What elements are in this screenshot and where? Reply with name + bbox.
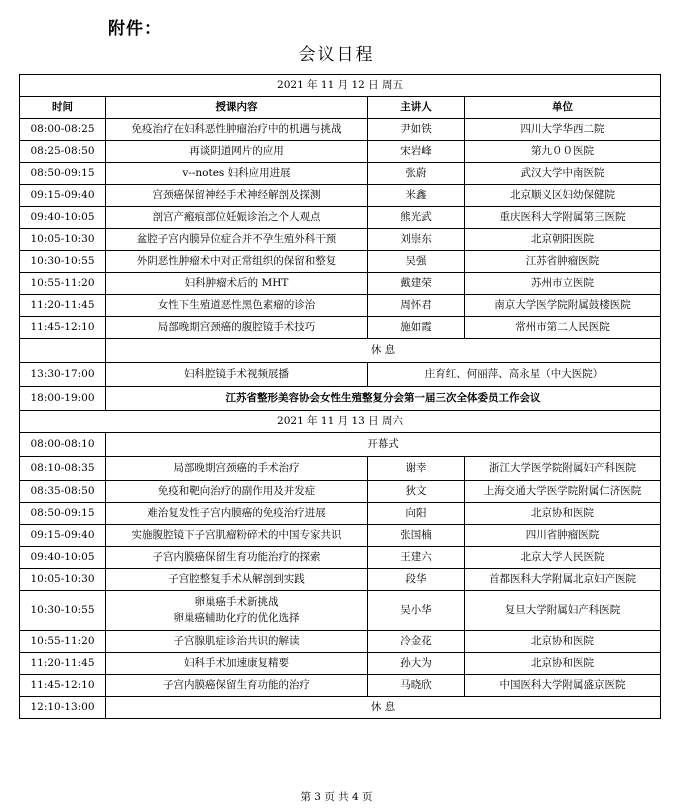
- topic-cell: v--notes 妇科应用进展: [106, 163, 368, 185]
- speaker-cell: 张国楠: [368, 525, 465, 547]
- topic-line-1: 卵巢癌手术新挑战: [194, 596, 279, 608]
- day1-date: 2021 年 11 月 12 日 周五: [20, 75, 661, 97]
- unit-cell: 首都医科大学附属北京妇产医院: [465, 569, 661, 591]
- unit-cell: 重庆医科大学附属第三医院: [465, 207, 661, 229]
- topic-cell: 女性下生殖道恶性黑色素瘤的诊治: [106, 295, 368, 317]
- header-unit: 单位: [465, 97, 661, 119]
- time-cell: 11:20-11:45: [20, 295, 106, 317]
- break-row: [20, 339, 661, 363]
- table-row: [20, 591, 661, 631]
- time-cell: 08:50-09:15: [20, 163, 106, 185]
- topic-cell: 子宫内膜癌保留生育功能的治疗: [106, 675, 368, 697]
- break-time: 12:10-13:00: [20, 697, 106, 719]
- time-cell: 09:40-10:05: [20, 547, 106, 569]
- table-row: [20, 675, 661, 697]
- day1-date-row: [20, 75, 661, 97]
- break-row: [20, 697, 661, 719]
- table-row: [20, 503, 661, 525]
- topic-cell: 宫颈癌保留神经手术神经解剖及探测: [106, 185, 368, 207]
- topic-cell: 局部晚期宫颈癌的手术治疗: [106, 457, 368, 481]
- time-cell: 10:30-10:55: [20, 251, 106, 273]
- header-topic: 授课内容: [106, 97, 368, 119]
- break-label: 休 息: [106, 697, 661, 719]
- unit-cell: 武汉大学中南医院: [465, 163, 661, 185]
- time-cell: 09:15-09:40: [20, 185, 106, 207]
- speaker-cell: 冷金花: [368, 631, 465, 653]
- speaker-cell: 宋岩峰: [368, 141, 465, 163]
- table-row: [20, 251, 661, 273]
- speaker-cell: 段华: [368, 569, 465, 591]
- speaker-cell: 米鑫: [368, 185, 465, 207]
- unit-cell: 苏州市立医院: [465, 273, 661, 295]
- topic-cell: 再谈阴道网片的应用: [106, 141, 368, 163]
- schedule-table: [19, 74, 661, 719]
- speaker-cell: 刘崇东: [368, 229, 465, 251]
- unit-cell: 复旦大学附属妇产科医院: [465, 591, 661, 631]
- time-cell: 09:40-10:05: [20, 207, 106, 229]
- speaker-cell: 吴小华: [368, 591, 465, 631]
- speaker-cell: 熊光武: [368, 207, 465, 229]
- time-cell: 10:30-10:55: [20, 591, 106, 631]
- unit-cell: 常州市第二人民医院: [465, 317, 661, 339]
- topic-line-2: 卵巢癌辅助化疗的优化选择: [173, 612, 300, 624]
- unit-cell: 北京大学人民医院: [465, 547, 661, 569]
- header-time: 时间: [20, 97, 106, 119]
- unit-cell: 南京大学医学院附属鼓楼医院: [465, 295, 661, 317]
- time-cell: 08:35-08:50: [20, 481, 106, 503]
- speaker-cell: 戴建荣: [368, 273, 465, 295]
- topic-cell: 妇科肿瘤术后的 MHT: [106, 273, 368, 295]
- table-row: [20, 569, 661, 591]
- meeting-title: 江苏省整形美容协会女性生殖整复分会第一届三次全体委员工作会议: [106, 387, 661, 411]
- meeting-time: 18:00-19:00: [20, 387, 106, 411]
- table-row: [20, 163, 661, 185]
- unit-cell: 北京协和医院: [465, 653, 661, 675]
- table-row: [20, 119, 661, 141]
- time-cell: 09:15-09:40: [20, 525, 106, 547]
- topic-cell: 难治复发性子宫内膜癌的免疫治疗进展: [106, 503, 368, 525]
- speaker-cell: 尹如铁: [368, 119, 465, 141]
- topic-cell: 妇科手术加速康复精要: [106, 653, 368, 675]
- meeting-row: [20, 387, 661, 411]
- unit-cell: 四川大学华西二院: [465, 119, 661, 141]
- speaker-cell: 谢幸: [368, 457, 465, 481]
- table-row: [20, 653, 661, 675]
- topic-cell: 免疫和靶向治疗的副作用及并发症: [106, 481, 368, 503]
- speaker-cell: 周怀君: [368, 295, 465, 317]
- time-cell: 11:45-12:10: [20, 675, 106, 697]
- time-cell: 10:05-10:30: [20, 229, 106, 251]
- day2-date-row: [20, 411, 661, 433]
- unit-cell: 北京朝阳医院: [465, 229, 661, 251]
- topic-cell: 子宫内膜癌保留生育功能治疗的探索: [106, 547, 368, 569]
- speaker-cell: 施如霞: [368, 317, 465, 339]
- topic-cell: 外阴恶性肿瘤术中对正常组织的保留和整复: [106, 251, 368, 273]
- topic-cell: 子宫腔整复手术从解剖到实践: [106, 569, 368, 591]
- video-speakers: 庄育红、何丽萍、高永星（中大医院）: [368, 363, 661, 387]
- time-cell: 08:50-09:15: [20, 503, 106, 525]
- video-time: 13:30-17:00: [20, 363, 106, 387]
- page-footer: 第 3 页 共 4 页: [300, 791, 373, 803]
- topic-cell: 盆腔子宫内膜异位症合并不孕生殖外科干预: [106, 229, 368, 251]
- video-row: [20, 363, 661, 387]
- opening-label: 开幕式: [106, 433, 661, 457]
- table-row: [20, 457, 661, 481]
- topic-cell: 实施腹腔镜下子宫肌瘤粉碎术的中国专家共识: [106, 525, 368, 547]
- unit-cell: 北京协和医院: [465, 503, 661, 525]
- time-cell: 08:00-08:25: [20, 119, 106, 141]
- break-time-cell: [20, 339, 106, 363]
- topic-cell: 局部晚期宫颈癌的腹腔镜手术技巧: [106, 317, 368, 339]
- attachment-label: 附件：: [108, 19, 162, 39]
- unit-cell: 中国医科大学附属盛京医院: [465, 675, 661, 697]
- table-row: [20, 547, 661, 569]
- unit-cell: 上海交通大学医学院附属仁济医院: [465, 481, 661, 503]
- opening-time: 08:00-08:10: [20, 433, 106, 457]
- speaker-cell: 王建六: [368, 547, 465, 569]
- unit-cell: 第九００医院: [465, 141, 661, 163]
- topic-cell: 剖宫产瘢痕部位妊娠诊治之个人观点: [106, 207, 368, 229]
- speaker-cell: 张蔚: [368, 163, 465, 185]
- table-row: [20, 525, 661, 547]
- table-row: [20, 481, 661, 503]
- table-row: [20, 229, 661, 251]
- table-row: [20, 317, 661, 339]
- time-cell: 08:25-08:50: [20, 141, 106, 163]
- time-cell: 10:55-11:20: [20, 631, 106, 653]
- speaker-cell: 马晓欣: [368, 675, 465, 697]
- table-row: [20, 141, 661, 163]
- break-label: 休 息: [106, 339, 661, 363]
- time-cell: 08:10-08:35: [20, 457, 106, 481]
- unit-cell: 四川省肿瘤医院: [465, 525, 661, 547]
- topic-cell: [106, 591, 368, 631]
- speaker-cell: 孙大为: [368, 653, 465, 675]
- unit-cell: 江苏省肿瘤医院: [465, 251, 661, 273]
- video-topic: 妇科腔镜手术视频展播: [106, 363, 368, 387]
- time-cell: 11:45-12:10: [20, 317, 106, 339]
- unit-cell: 浙江大学医学院附属妇产科医院: [465, 457, 661, 481]
- speaker-cell: 狄文: [368, 481, 465, 503]
- page-title: 会议日程: [298, 45, 375, 65]
- table-row: [20, 185, 661, 207]
- header-row: [20, 97, 661, 119]
- speaker-cell: 吴强: [368, 251, 465, 273]
- table-row: [20, 207, 661, 229]
- header-speaker: 主讲人: [368, 97, 465, 119]
- speaker-cell: 向阳: [368, 503, 465, 525]
- table-row: [20, 273, 661, 295]
- unit-cell: 北京协和医院: [465, 631, 661, 653]
- topic-cell: 子宫腺肌症诊治共识的解读: [106, 631, 368, 653]
- topic-cell: 免疫治疗在妇科恶性肿瘤治疗中的机遇与挑战: [106, 119, 368, 141]
- table-row: [20, 631, 661, 653]
- day2-date: 2021 年 11 月 13 日 周六: [20, 411, 661, 433]
- time-cell: 10:55-11:20: [20, 273, 106, 295]
- time-cell: 11:20-11:45: [20, 653, 106, 675]
- table-row: [20, 295, 661, 317]
- unit-cell: 北京顺义区妇幼保健院: [465, 185, 661, 207]
- time-cell: 10:05-10:30: [20, 569, 106, 591]
- opening-row: [20, 433, 661, 457]
